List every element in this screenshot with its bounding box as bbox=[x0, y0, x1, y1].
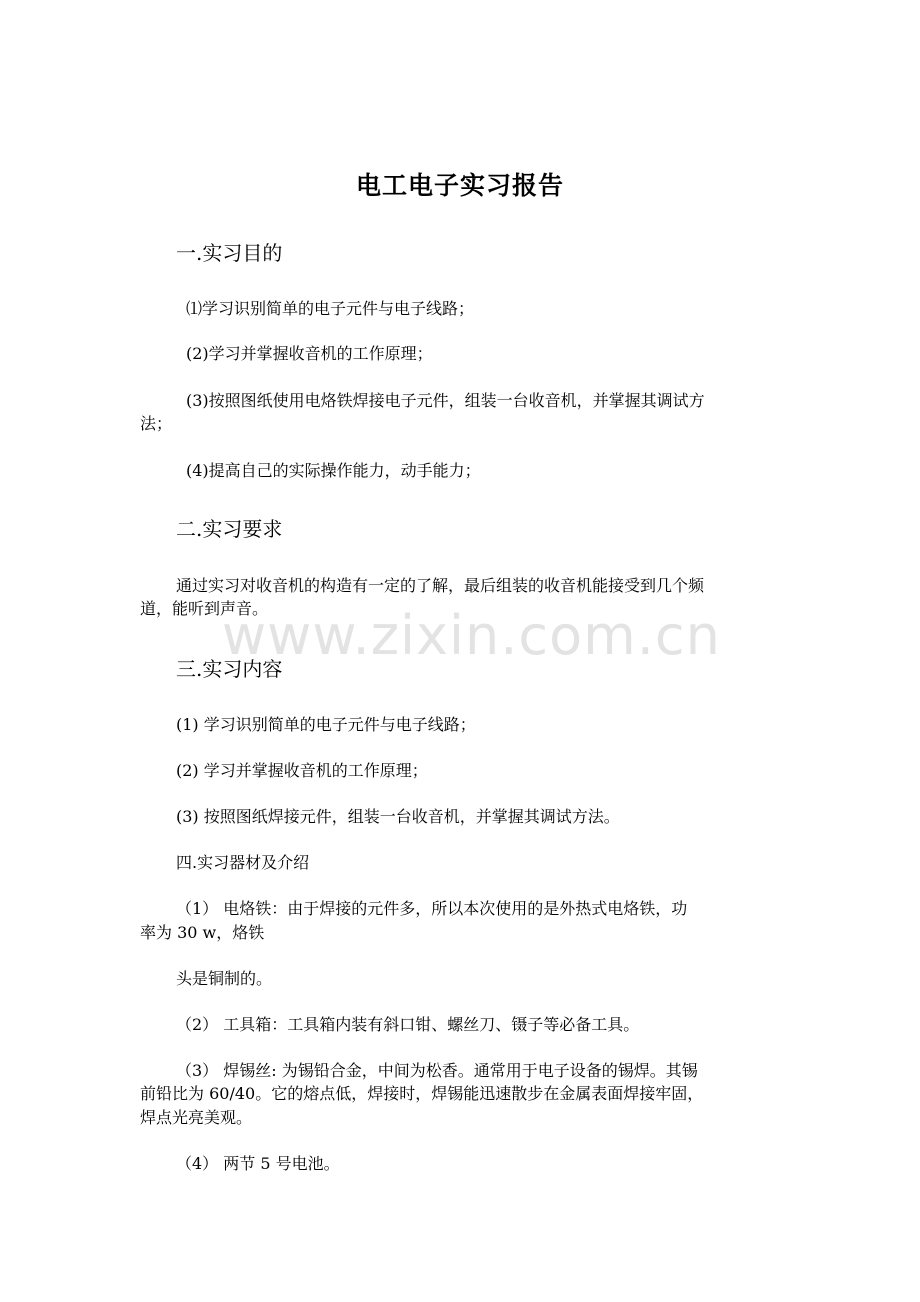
requirements-line-2: 道，能听到声音。 bbox=[140, 599, 269, 618]
content-item-3: (3) 按照图纸焊接元件，组装一台收音机，并掌握其调试方法。 bbox=[176, 807, 620, 826]
section-heading-content: 三.实习内容 bbox=[176, 657, 283, 681]
document-title: 电工电子实习报告 bbox=[355, 171, 564, 200]
purpose-item-4: (4)提高自己的实际操作能力，动手能力； bbox=[186, 461, 481, 480]
equipment-line-7: 焊点光亮美观。 bbox=[140, 1108, 253, 1127]
equipment-line-4: （2） 工具箱：工具箱内装有斜口钳、螺丝刀、镊子等必备工具。 bbox=[176, 1015, 640, 1034]
content-item-2: (2) 学习并掌握收音机的工作原理； bbox=[176, 761, 428, 780]
content-item-1: (1) 学习识别简单的电子元件与电子线路； bbox=[176, 715, 476, 734]
equipment-line-5: （3） 焊锡丝: 为锡铅合金，中间为松香。通常用于电子设备的锡焊。其锡 bbox=[176, 1061, 698, 1080]
equipment-line-3: 头是铜制的。 bbox=[176, 969, 273, 988]
equipment-line-6: 前铅比为 60/40。它的熔点低，焊接时，焊锡能迅速散步在金属表面焊接牢固， bbox=[140, 1084, 704, 1103]
purpose-item-1: ⑴学习识别简单的电子元件与电子线路； bbox=[186, 299, 475, 318]
section-heading-requirements: 二.实习要求 bbox=[176, 517, 283, 541]
section-heading-purpose: 一.实习目的 bbox=[176, 241, 283, 265]
purpose-item-3-cont: 法； bbox=[140, 414, 173, 433]
equipment-line-2: 率为 30 w，烙铁 bbox=[140, 923, 265, 942]
equipment-line-8: （4） 两节 5 号电池。 bbox=[176, 1154, 340, 1173]
requirements-line-1: 通过实习对收音机的构造有一定的了解，最后组装的收音机能接受到几个频 bbox=[176, 576, 705, 595]
section-heading-equipment: 四.实习器材及介绍 bbox=[176, 853, 310, 872]
purpose-item-2: (2)学习并掌握收音机的工作原理； bbox=[186, 344, 433, 363]
purpose-item-3: (3)按照图纸使用电烙铁焊接电子元件，组装一台收音机，并掌握其调试方 bbox=[186, 391, 705, 410]
equipment-line-1: （1） 电烙铁：由于焊接的元件多，所以本次使用的是外热式电烙铁，功 bbox=[176, 899, 688, 918]
watermark: www.zixin.com.cn bbox=[222, 604, 721, 667]
